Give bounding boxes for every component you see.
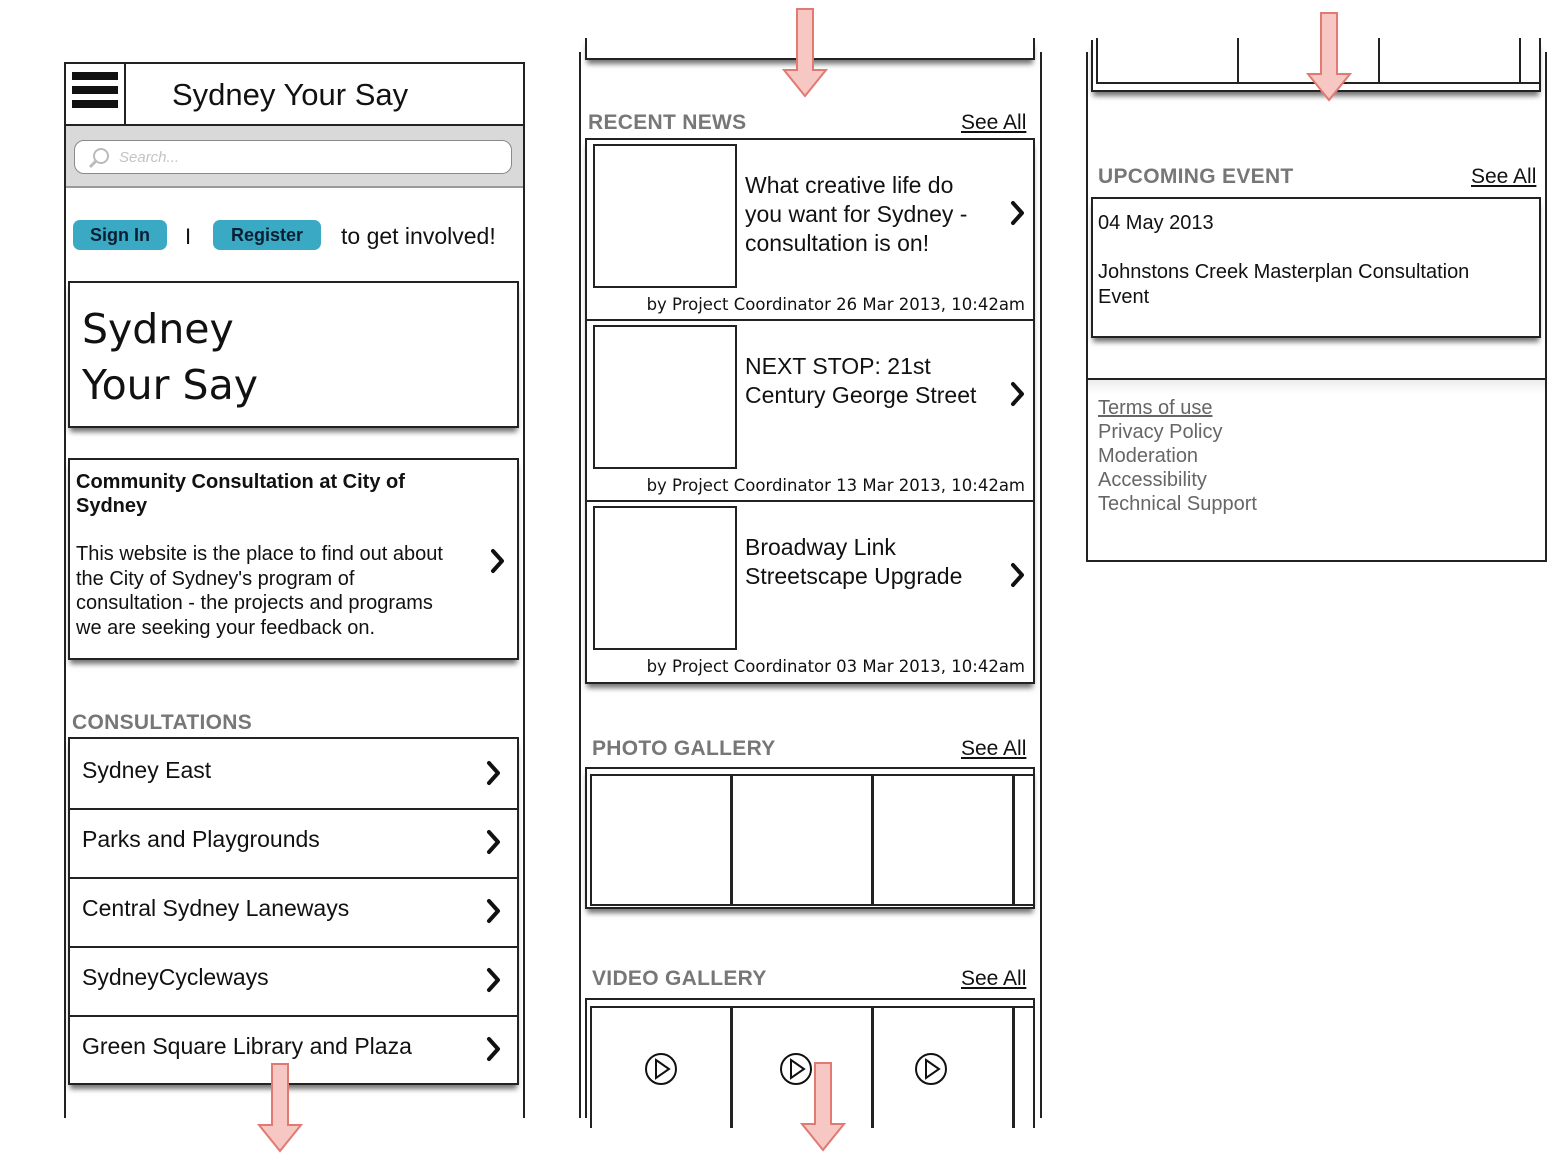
video-thumbnail[interactable]: [590, 1006, 732, 1128]
chevron-right-icon: [481, 827, 505, 857]
recent-news-see-all-link[interactable]: See All: [961, 111, 1027, 134]
video-gallery-heading: VIDEO GALLERY: [592, 967, 767, 990]
news-item[interactable]: [587, 140, 1033, 321]
upcoming-event-see-all-link[interactable]: See All: [1471, 165, 1537, 188]
gallery-thumbnail: [1096, 38, 1239, 84]
recent-news-heading: RECENT NEWS: [588, 111, 747, 134]
photo-thumbnail[interactable]: [872, 774, 1014, 906]
list-item[interactable]: [70, 808, 517, 879]
play-icon: [914, 1052, 948, 1086]
gallery-thumbnail: [1378, 38, 1521, 84]
hamburger-icon: [72, 72, 118, 108]
video-gallery-see-all-link[interactable]: See All: [961, 967, 1027, 990]
accessibility-link[interactable]: Accessibility: [1098, 469, 1207, 491]
play-icon: [644, 1052, 678, 1086]
scroll-down-arrow-icon: [800, 1062, 846, 1152]
chevron-right-icon: [481, 1034, 505, 1064]
news-item[interactable]: [587, 321, 1033, 502]
photo-thumbnail-partial[interactable]: [1013, 774, 1035, 906]
search-icon: [87, 146, 111, 170]
news-thumbnail: [593, 144, 737, 288]
app-title: Sydney Your Say: [172, 77, 409, 112]
upcoming-event-heading: UPCOMING EVENT: [1098, 165, 1294, 188]
intro-body: This website is the place to find out about the City of Sydney's program of consultation - the projects and programs we are seeking your feedback on.: [76, 543, 443, 639]
list-item-label: SydneyCycleways: [82, 964, 269, 990]
news-meta: by Project Coordinator 13 Mar 2013, 10:42am: [646, 476, 1025, 495]
chevron-right-icon: [1005, 198, 1029, 228]
event-title: Johnstons Creek Masterplan Consultation Event: [1098, 261, 1470, 308]
video-thumbnail[interactable]: [872, 1006, 1014, 1128]
news-thumbnail: [593, 506, 737, 650]
menu-button[interactable]: [66, 64, 126, 124]
terms-of-use-link[interactable]: Terms of use: [1098, 397, 1213, 419]
consultations-heading: CONSULTATIONS: [72, 711, 253, 734]
list-item-label: Central Sydney Laneways: [82, 895, 350, 921]
footer: [1088, 378, 1545, 560]
news-title: What creative life do you want for Sydney - consultation is on!: [745, 172, 968, 256]
register-button[interactable]: Register: [213, 220, 321, 250]
auth-tagline: to get involved!: [341, 223, 496, 249]
footer-links: [1098, 396, 1257, 516]
list-item[interactable]: [70, 739, 517, 810]
hero-title-line1: Sydney: [82, 305, 234, 353]
photo-gallery-heading: PHOTO GALLERY: [592, 737, 776, 760]
chevron-right-icon: [485, 546, 509, 576]
sign-in-button[interactable]: Sign In: [73, 220, 167, 250]
photo-thumbnail[interactable]: [731, 774, 873, 906]
list-item[interactable]: [70, 946, 517, 1017]
news-thumbnail: [593, 325, 737, 469]
event-card[interactable]: [1091, 197, 1541, 338]
hero-title-line2: Your Say: [82, 361, 258, 409]
search-input[interactable]: [74, 140, 512, 174]
video-thumbnail-partial[interactable]: [1013, 1006, 1035, 1128]
list-item[interactable]: [70, 877, 517, 948]
chevron-right-icon: [481, 896, 505, 926]
photo-gallery: [585, 767, 1035, 909]
search-bar: [66, 126, 523, 188]
technical-support-link[interactable]: Technical Support: [1098, 493, 1257, 515]
photo-thumbnail[interactable]: [590, 774, 732, 906]
hero-banner: [68, 281, 519, 428]
chevron-right-icon: [1005, 379, 1029, 409]
recent-news-list: [585, 138, 1035, 684]
list-item-label: Parks and Playgrounds: [82, 826, 320, 852]
intro-title: Community Consultation at City of Sydney: [76, 471, 405, 517]
chevron-right-icon: [1005, 560, 1029, 590]
consultations-list: [68, 737, 519, 1085]
scroll-down-arrow-icon: [257, 1063, 303, 1153]
news-meta: by Project Coordinator 03 Mar 2013, 10:42am: [646, 657, 1025, 676]
list-item-label: Sydney East: [82, 757, 212, 783]
photo-gallery-see-all-link[interactable]: See All: [961, 737, 1027, 760]
chevron-right-icon: [481, 758, 505, 788]
chevron-right-icon: [481, 965, 505, 995]
search-placeholder: Search...: [119, 149, 180, 166]
header-bar: [64, 62, 525, 126]
moderation-link[interactable]: Moderation: [1098, 445, 1199, 467]
news-meta: by Project Coordinator 26 Mar 2013, 10:42am: [646, 295, 1025, 314]
gallery-thumbnail-partial: [1519, 38, 1541, 84]
scroll-down-arrow-icon: [1306, 12, 1352, 102]
intro-card[interactable]: [68, 458, 519, 660]
auth-separator: I: [185, 224, 192, 249]
list-item-label: Green Square Library and Plaza: [82, 1033, 412, 1059]
event-date: 04 May 2013: [1098, 212, 1214, 234]
scroll-down-arrow-icon: [782, 8, 828, 98]
news-item[interactable]: [587, 502, 1033, 682]
privacy-policy-link[interactable]: Privacy Policy: [1098, 421, 1223, 443]
news-title: NEXT STOP: 21st Century George Street: [745, 353, 977, 408]
news-title: Broadway Link Streetscape Upgrade: [745, 534, 963, 589]
